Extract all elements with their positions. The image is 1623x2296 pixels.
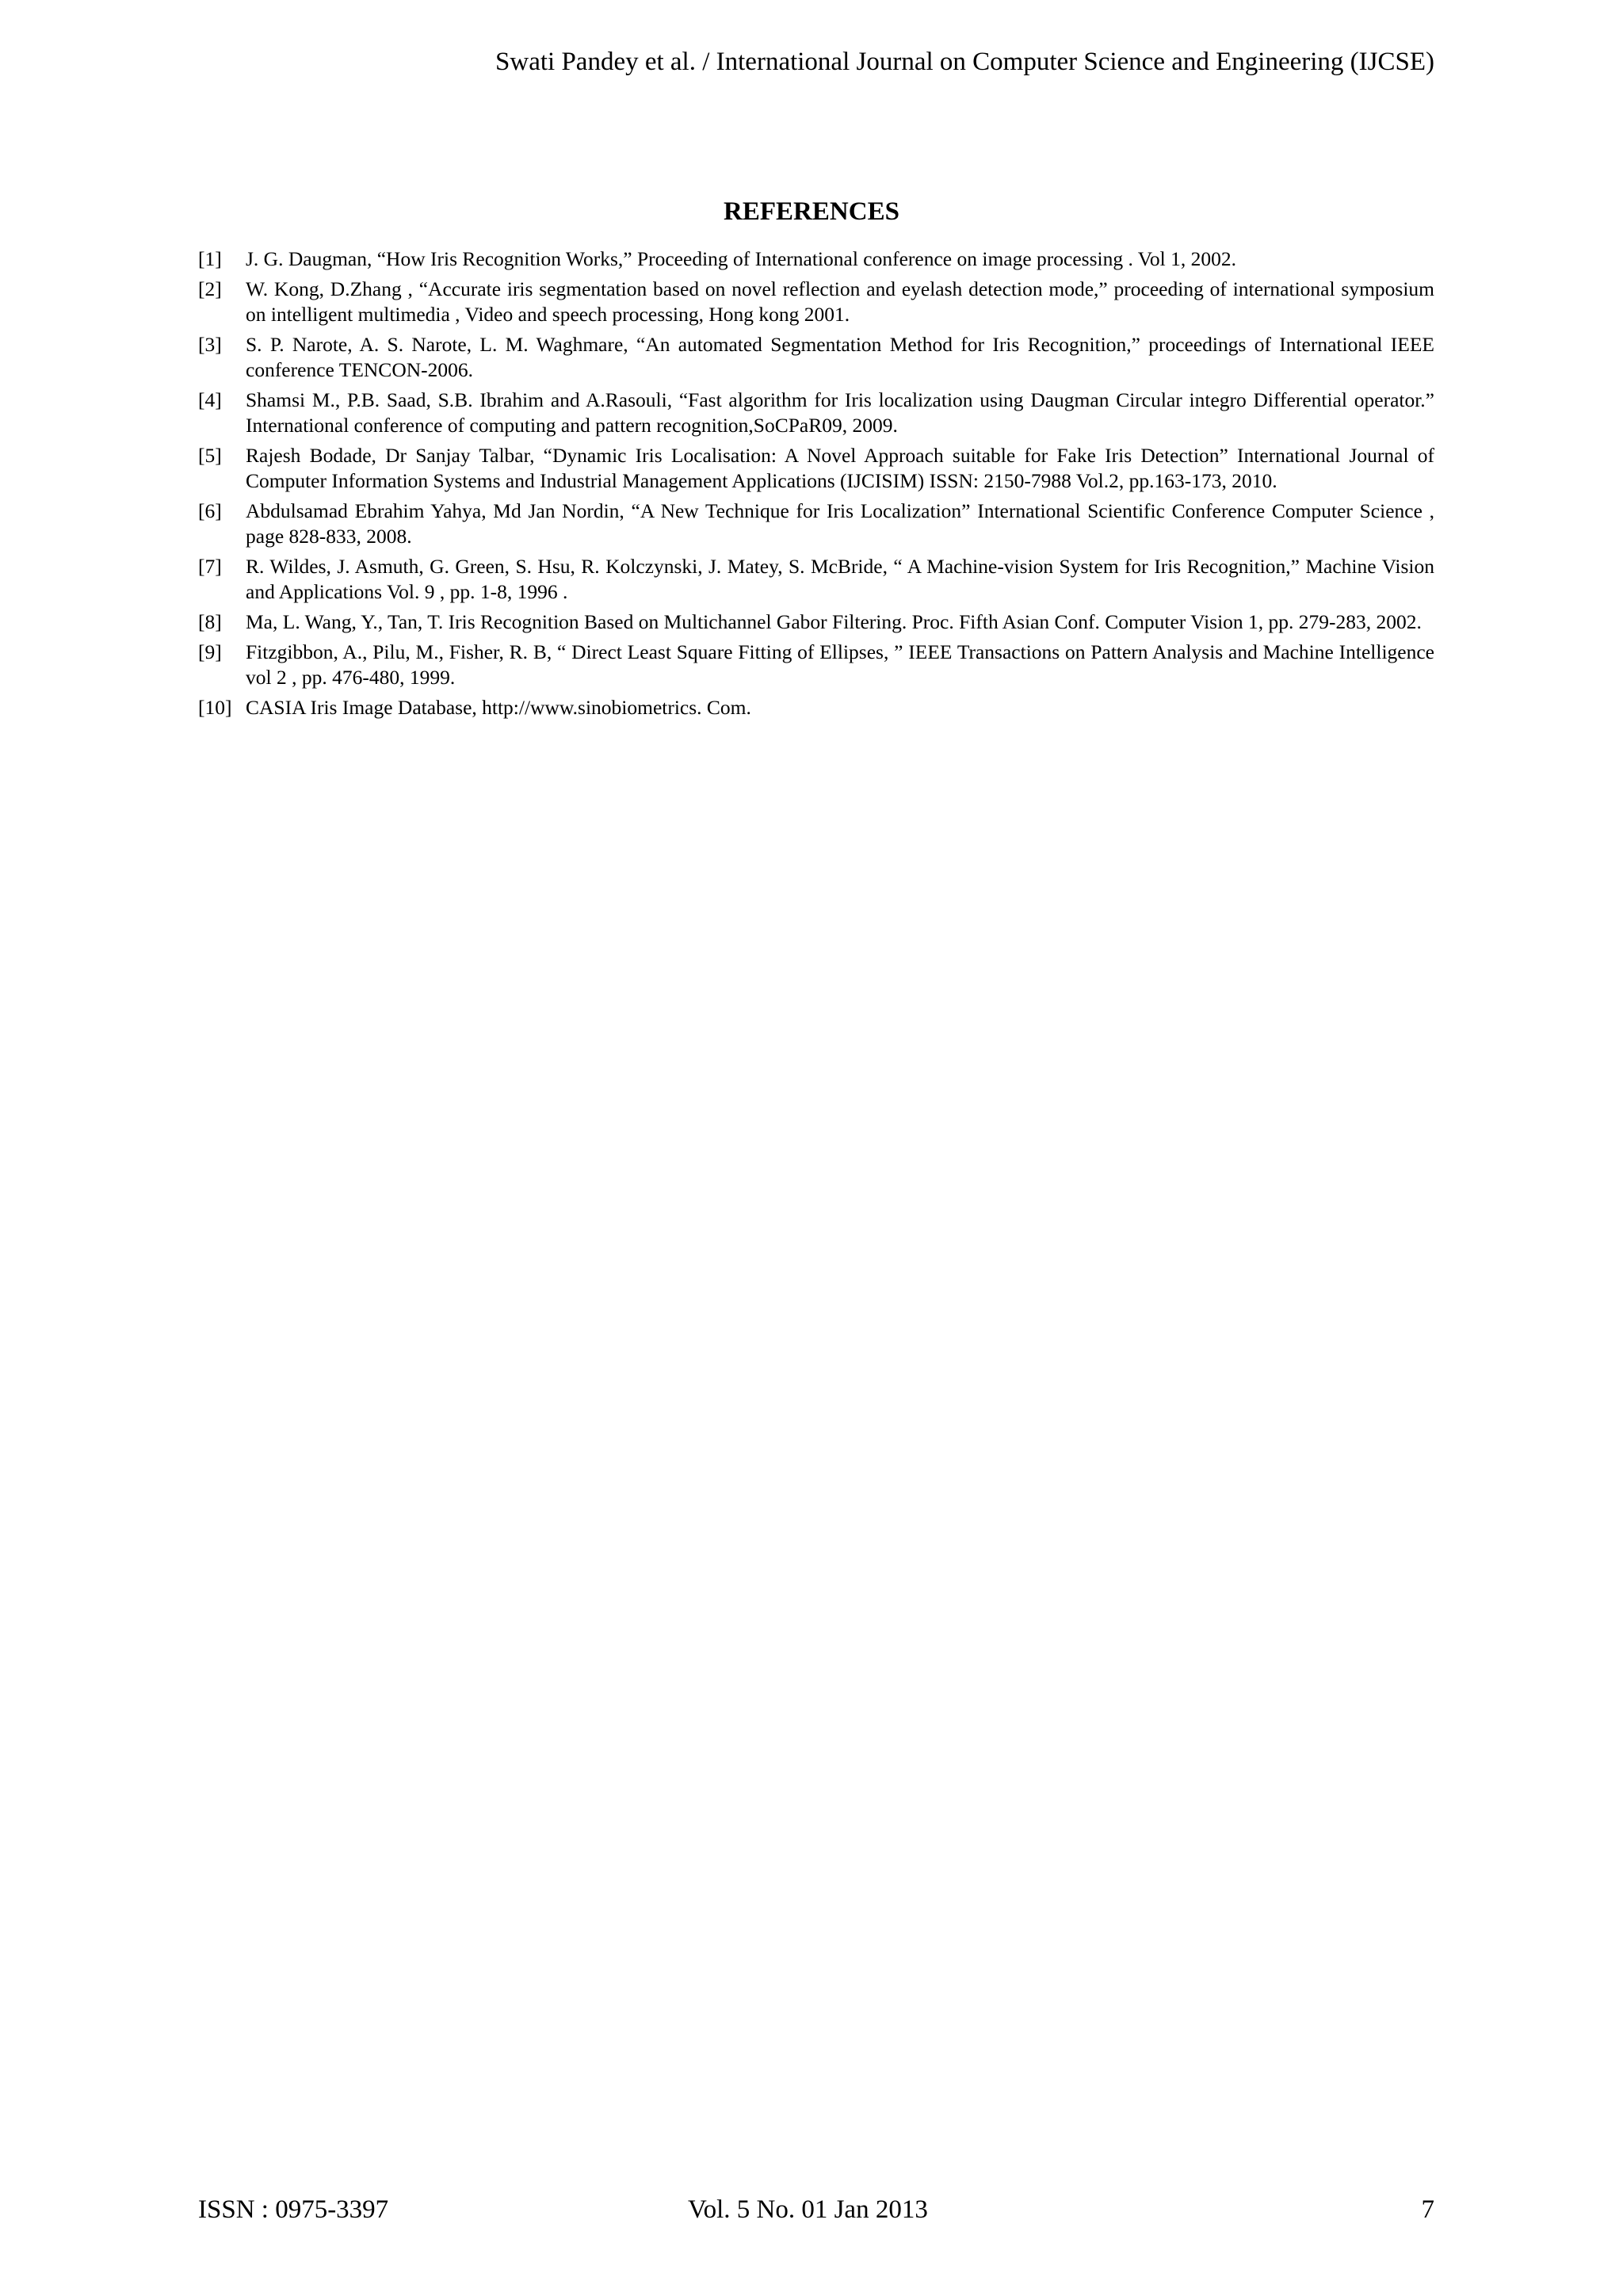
reference-item: [198, 246, 1434, 272]
reference-number: [4]: [198, 388, 222, 411]
reference-item: [198, 443, 1434, 494]
reference-item: [198, 499, 1434, 549]
reference-number: [9]: [198, 640, 222, 663]
reference-number: [8]: [198, 610, 222, 633]
reference-item: [198, 640, 1434, 690]
reference-number: [6]: [198, 499, 222, 522]
page-footer: [198, 2194, 1434, 2225]
reference-text: Rajesh Bodade, Dr Sanjay Talbar, “Dynamic Iris Localisation: A Novel Approach suitable for Fake Iris Detection” International Journal of Computer Information Systems and Industrial Management Applications (IJCISIM) ISSN: 2150-7988 Vol.2, pp.163-173, 2010.: [246, 444, 1434, 492]
reference-number: [5]: [198, 444, 222, 467]
references-heading: REFERENCES: [724, 197, 899, 226]
reference-number: [3]: [198, 333, 222, 356]
reference-item: [198, 332, 1434, 383]
reference-item: [198, 277, 1434, 327]
reference-number: [2]: [198, 277, 222, 300]
reference-text: Fitzgibbon, A., Pilu, M., Fisher, R. B, “ Direct Least Square Fitting of Ellipses, ” IEEE Transactions on Pattern Analysis and Machine Intelligence vol 2 , pp. 476-480, 1999.: [246, 640, 1434, 689]
reference-text: Abdulsamad Ebrahim Yahya, Md Jan Nordin, “A New Technique for Iris Localization” International Scientific Conference Computer Science , page 828-833, 2008.: [246, 499, 1434, 548]
running-header: Swati Pandey et al. / International Journal on Computer Science and Engineering (IJCSE): [495, 48, 1434, 76]
reference-item: [198, 695, 1434, 720]
footer-issn: ISSN : 0975-3397: [198, 2195, 389, 2224]
reference-number: [10]: [198, 696, 232, 719]
reference-item: [198, 609, 1434, 635]
reference-item: [198, 554, 1434, 605]
page-number: 7: [1421, 2195, 1434, 2224]
reference-number: [7]: [198, 555, 222, 578]
reference-text: W. Kong, D.Zhang , “Accurate iris segmentation based on novel reflection and eyelash detection mode,” proceeding of international symposium on intelligent multimedia , Video and speech processing, Hong kong 2001.: [246, 277, 1434, 326]
reference-item: [198, 388, 1434, 438]
reference-text: Ma, L. Wang, Y., Tan, T. Iris Recognition Based on Multichannel Gabor Filtering. Proc. Fifth Asian Conf. Computer Vision 1, pp. 279-283, 2002.: [246, 610, 1422, 633]
footer-volume: Vol. 5 No. 01 Jan 2013: [688, 2195, 928, 2224]
reference-text: Shamsi M., P.B. Saad, S.B. Ibrahim and A.Rasouli, “Fast algorithm for Iris localization using Daugman Circular integro Differential operator.” International conference of computing and pattern recognition,SoCPaR09, 2009.: [246, 388, 1434, 437]
reference-text: CASIA Iris Image Database, http://www.sinobiometrics. Com.: [246, 696, 751, 719]
reference-number: [1]: [198, 247, 222, 270]
reference-text: R. Wildes, J. Asmuth, G. Green, S. Hsu, R. Kolczynski, J. Matey, S. McBride, “ A Machine-vision System for Iris Recognition,” Machine Vision and Applications Vol. 9 , pp. 1-8, 1996 .: [246, 555, 1434, 603]
reference-text: J. G. Daugman, “How Iris Recognition Works,” Proceeding of International conference on image processing . Vol 1, 2002.: [246, 247, 1236, 270]
reference-text: S. P. Narote, A. S. Narote, L. M. Waghmare, “An automated Segmentation Method for Iris Recognition,” proceedings of International IEEE conference TENCON-2006.: [246, 333, 1434, 381]
reference-list: [198, 246, 1434, 725]
